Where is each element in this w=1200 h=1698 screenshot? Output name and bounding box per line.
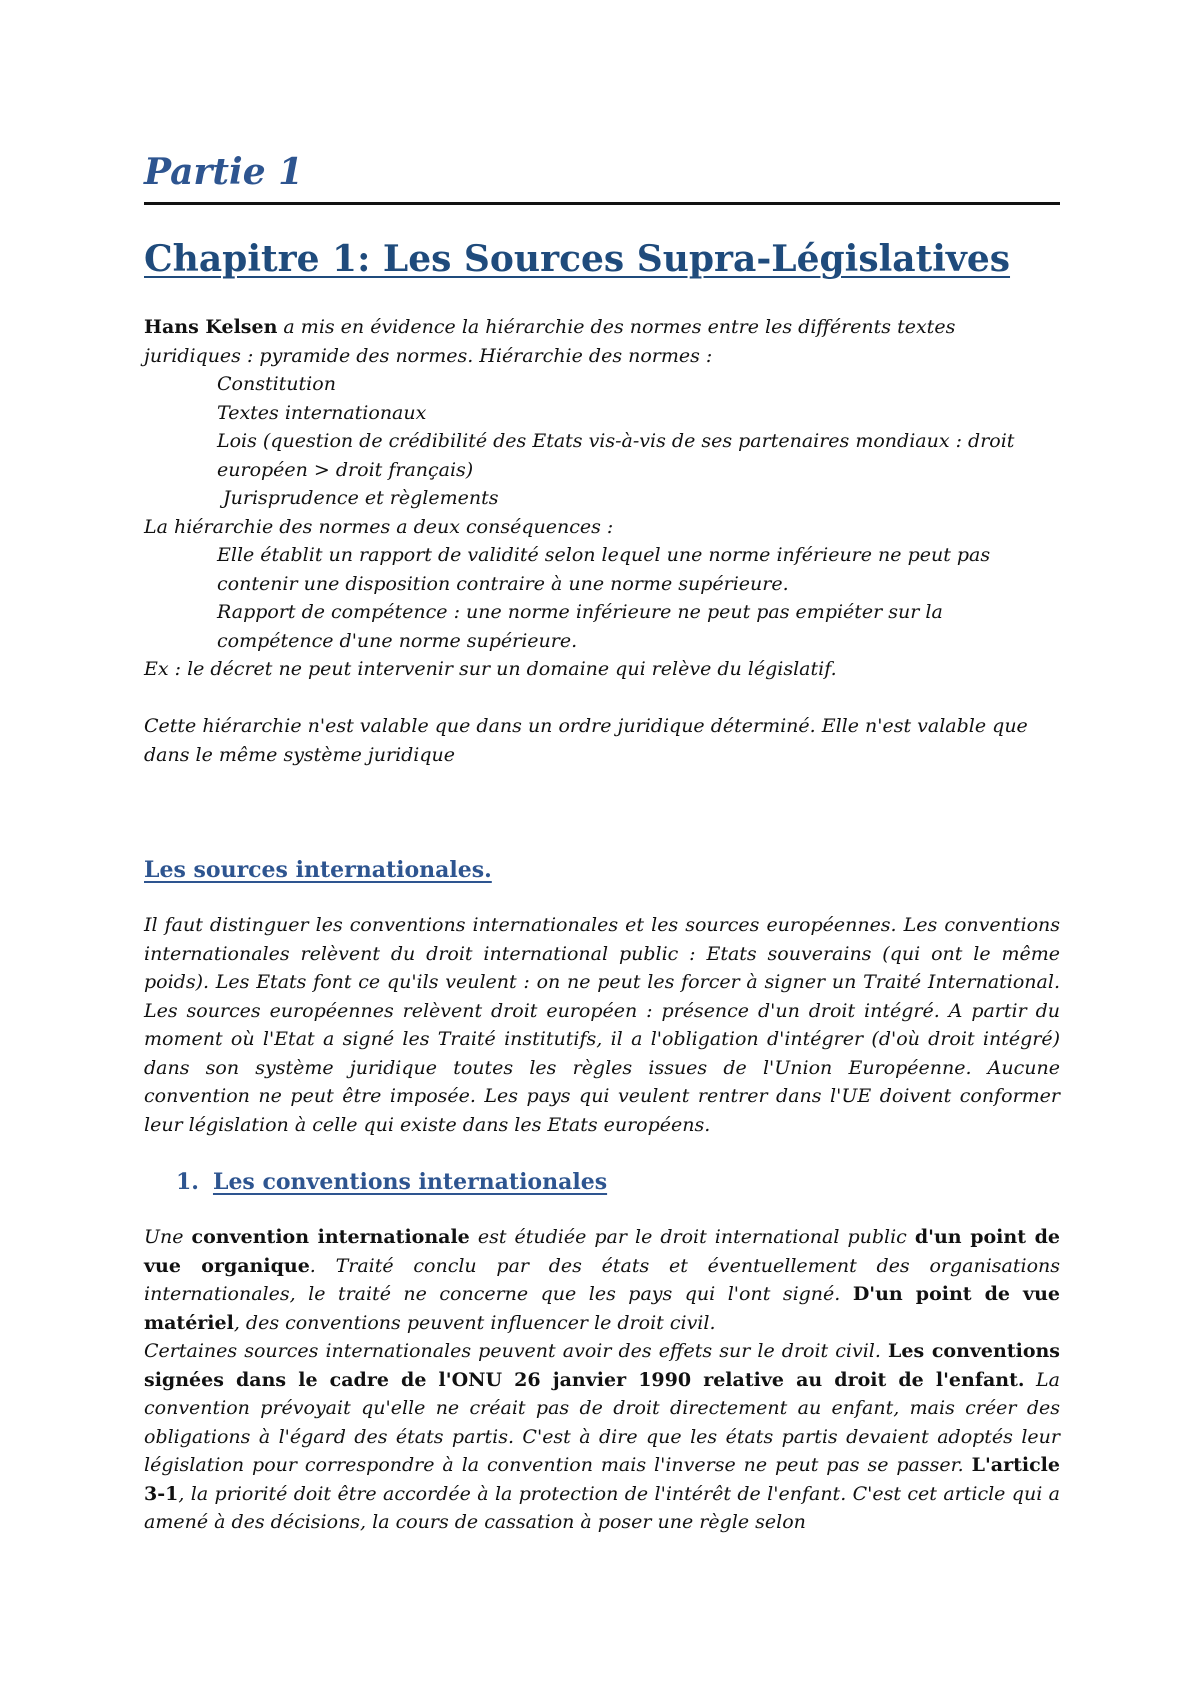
text-run: est étudiée par le droit international public xyxy=(469,1226,915,1248)
text-run: , des conventions peuvent influencer le droit civil. xyxy=(233,1311,716,1334)
list-item: Elle établit un rapport de validité selon lequel une norme inférieure ne peut pas xyxy=(217,544,991,566)
part-title: Partie 1 xyxy=(144,148,1060,205)
bold-term: D'un point de vue matériel xyxy=(144,1283,1060,1334)
conventions-paragraph-2 xyxy=(144,1337,1060,1537)
subsection-title-conventions xyxy=(144,1167,1060,1197)
section-title-international: Les sources internationales. xyxy=(144,857,492,883)
list-item: Textes internationaux xyxy=(217,401,427,424)
text-run: La convention prévoyait qu'elle ne créait pas de droit directement au enfant, mais créer des obligations à l'égard des états partis. C'est à dire que les états partis devaient adoptés leur législation pour correspondre à la convention mais l'inverse ne peut pas se passer. xyxy=(144,1368,1061,1476)
list-item: compétence d'une norme supérieure. xyxy=(217,629,578,652)
bold-term: L'article 3-1 xyxy=(144,1454,1060,1505)
section-gap xyxy=(144,769,1060,855)
conventions-paragraph-1 xyxy=(144,1223,1060,1337)
section-gap xyxy=(144,1139,1060,1167)
author-name: Hans Kelsen xyxy=(144,316,278,338)
bold-term: convention internationale xyxy=(191,1226,470,1248)
norms-list xyxy=(144,370,1060,513)
list-item: Constitution xyxy=(217,373,336,395)
consequences-list xyxy=(144,541,1060,655)
text-run: Une xyxy=(144,1226,192,1248)
list-item: Jurisprudence et règlements xyxy=(217,487,499,509)
validity-line-1: Cette hiérarchie n'est valable que dans un ordre juridique déterminé. Elle n'est valable que xyxy=(144,715,1028,737)
subsection-label: Les conventions internationales xyxy=(212,1169,608,1195)
intro-block xyxy=(144,313,1060,769)
example-line: Ex : le décret ne peut intervenir sur un domaine qui relève du législatif. xyxy=(144,658,837,680)
text-run: , la priorité doit être accordée à la protection de l'intérêt de l'enfant. C'est cet article qui a amené à des décisions, la cours de cassation à poser une règle selon xyxy=(144,1482,1060,1533)
text-run: Certaines sources internationales peuvent avoir des effets sur le droit civil. xyxy=(144,1340,889,1362)
section-gap xyxy=(144,1197,1060,1223)
text-run: . Traité conclu par des états et éventuellement des organisations internationales, le traité ne concerne que les pays qui l'ont signé. xyxy=(144,1254,1060,1305)
bold-term: d'un point de vue organique xyxy=(144,1226,1060,1277)
subsection-number: 1. xyxy=(176,1169,199,1195)
chapter-title: Chapitre 1: Les Sources Supra-Législatives xyxy=(144,238,1011,280)
list-item: Rapport de compétence : une norme inférieure ne peut pas empiéter sur la xyxy=(217,601,943,623)
consequences-intro: La hiérarchie des normes a deux conséquences : xyxy=(144,515,614,538)
intro-line-1 xyxy=(144,313,1060,342)
intro-line-2: juridiques : pyramide des normes. Hiérarchie des normes : xyxy=(144,344,713,367)
list-item: européen > droit français) xyxy=(217,458,474,481)
bold-term: Les conventions signées dans le cadre de l'ONU 26 janvier 1990 relative au droit de l'enfant. xyxy=(144,1340,1061,1391)
validity-line-2: dans le même système juridique xyxy=(144,743,456,766)
intro-line-1-text: a mis en évidence la hiérarchie des normes entre les différents textes xyxy=(277,316,956,338)
spacer xyxy=(144,684,1060,713)
list-item: Lois (question de crédibilité des Etats vis-à-vis de ses partenaires mondiaux : droit xyxy=(217,430,1015,452)
section-gap xyxy=(144,885,1060,911)
list-item: contenir une disposition contraire à une norme supérieure. xyxy=(217,572,789,595)
international-paragraph: Il faut distinguer les conventions internationales et les sources européennes. Les conventions internationales relèvent du droit international public : Etats souverains (qui ont le même poids). Les Etats font ce qu'ils veulent : on ne peut les forcer à signer un Traité International. Les sources européennes relèvent droit européen : présence d'un droit intégré. A partir du moment où l'Etat a signé les Traité institutifs, il a l'obligation d'intégrer (d'où droit intégré) dans son système juridique toutes les règles issues de l'Union Européenne. Aucune convention ne peut être imposée. Les pays qui veulent rentrer dans l'UE doivent conformer leur législation à celle qui existe dans les Etats européens. xyxy=(144,914,1060,1136)
